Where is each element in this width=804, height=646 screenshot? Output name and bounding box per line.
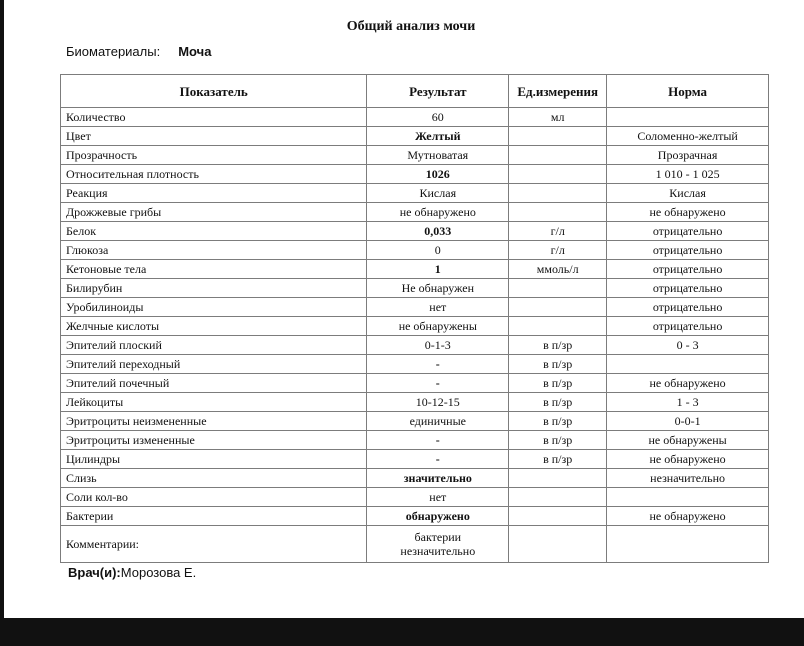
table-row xyxy=(61,165,769,184)
row-result: 0 xyxy=(367,241,509,260)
row-norm: 0-0-1 xyxy=(607,412,769,431)
biomaterial-label: Биоматериалы: xyxy=(66,44,161,59)
row-name: Кетоновые тела xyxy=(61,260,367,279)
row-name: Эпителий плоский xyxy=(61,336,367,355)
row-unit: в п/зр xyxy=(509,374,607,393)
table-row xyxy=(61,412,769,431)
comment-row xyxy=(61,526,769,563)
table-row xyxy=(61,241,769,260)
row-unit xyxy=(509,127,607,146)
row-unit: в п/зр xyxy=(509,412,607,431)
row-result: Мутноватая xyxy=(367,146,509,165)
row-unit xyxy=(509,317,607,336)
row-norm: отрицательно xyxy=(607,298,769,317)
comment-label: Комментарии: xyxy=(61,526,367,563)
row-unit xyxy=(509,469,607,488)
comment-text xyxy=(367,526,509,563)
row-unit: в п/зр xyxy=(509,393,607,412)
row-name: Лейкоциты xyxy=(61,393,367,412)
row-result: - xyxy=(367,355,509,374)
table-row xyxy=(61,450,769,469)
row-unit xyxy=(509,298,607,317)
comment-unit-empty xyxy=(509,526,607,563)
row-name: Билирубин xyxy=(61,279,367,298)
row-name: Относительная плотность xyxy=(61,165,367,184)
table-row xyxy=(61,222,769,241)
row-unit: ммоль/л xyxy=(509,260,607,279)
row-unit: в п/зр xyxy=(509,355,607,374)
row-name: Уробилиноиды xyxy=(61,298,367,317)
row-name: Дрожжевые грибы xyxy=(61,203,367,222)
row-norm: не обнаружено xyxy=(607,507,769,526)
row-name: Количество xyxy=(61,108,367,127)
table-row xyxy=(61,203,769,222)
row-name: Реакция xyxy=(61,184,367,203)
row-name: Белок xyxy=(61,222,367,241)
row-result: - xyxy=(367,431,509,450)
table-row xyxy=(61,431,769,450)
row-unit xyxy=(509,165,607,184)
row-name: Соли кол-во xyxy=(61,488,367,507)
row-norm xyxy=(607,355,769,374)
table-row xyxy=(61,355,769,374)
row-norm: не обнаружено xyxy=(607,450,769,469)
row-norm: отрицательно xyxy=(607,260,769,279)
row-norm: 1 010 - 1 025 xyxy=(607,165,769,184)
window-bottom-bar xyxy=(0,618,804,646)
row-result: 0-1-3 xyxy=(367,336,509,355)
table-row xyxy=(61,488,769,507)
doctor-name: Морозова Е. xyxy=(120,565,197,580)
row-name: Слизь xyxy=(61,469,367,488)
comment-line-2: незначительно xyxy=(400,544,476,558)
row-norm xyxy=(607,108,769,127)
table-row xyxy=(61,507,769,526)
row-unit: в п/зр xyxy=(509,336,607,355)
row-norm: не обнаружено xyxy=(607,203,769,222)
table-row xyxy=(61,184,769,203)
table-row xyxy=(61,374,769,393)
row-name: Цилиндры xyxy=(61,450,367,469)
row-name: Глюкоза xyxy=(61,241,367,260)
row-name: Цвет xyxy=(61,127,367,146)
header-indicator: Показатель xyxy=(61,75,367,108)
row-norm: Прозрачная xyxy=(607,146,769,165)
table-row xyxy=(61,260,769,279)
header-unit: Ед.измерения xyxy=(509,75,607,108)
table-row xyxy=(61,317,769,336)
row-name: Эпителий переходный xyxy=(61,355,367,374)
row-norm: отрицательно xyxy=(607,222,769,241)
row-norm: Кислая xyxy=(607,184,769,203)
row-unit: мл xyxy=(509,108,607,127)
row-result: значительно xyxy=(367,469,509,488)
row-unit xyxy=(509,279,607,298)
table-row xyxy=(61,336,769,355)
table-row xyxy=(61,469,769,488)
row-unit xyxy=(509,203,607,222)
row-result: - xyxy=(367,450,509,469)
comment-line-1: бактерии xyxy=(414,530,462,544)
table-row xyxy=(61,298,769,317)
biomaterial-value: Моча xyxy=(178,44,212,59)
row-unit: в п/зр xyxy=(509,431,607,450)
row-unit: г/л xyxy=(509,241,607,260)
comment-norm-empty xyxy=(607,526,769,563)
row-name: Эритроциты неизмененные xyxy=(61,412,367,431)
row-result: 1026 xyxy=(367,165,509,184)
header-result: Результат xyxy=(367,75,509,108)
row-name: Прозрачность xyxy=(61,146,367,165)
row-result: обнаружено xyxy=(367,507,509,526)
row-norm: не обнаружено xyxy=(607,374,769,393)
page-title: Общий анализ мочи xyxy=(346,19,476,34)
row-result: нет xyxy=(367,298,509,317)
row-norm: отрицательно xyxy=(607,279,769,298)
row-unit xyxy=(509,146,607,165)
row-result: нет xyxy=(367,488,509,507)
row-result: 0,033 xyxy=(367,222,509,241)
row-unit: г/л xyxy=(509,222,607,241)
row-result: Желтый xyxy=(367,127,509,146)
row-result: не обнаружены xyxy=(367,317,509,336)
row-norm: не обнаружены xyxy=(607,431,769,450)
row-name: Бактерии xyxy=(61,507,367,526)
row-name: Желчные кислоты xyxy=(61,317,367,336)
row-norm: отрицательно xyxy=(607,317,769,336)
row-result: 60 xyxy=(367,108,509,127)
row-result: единичные xyxy=(367,412,509,431)
row-name: Эритроциты измененные xyxy=(61,431,367,450)
table-row xyxy=(61,393,769,412)
doctor-label: Врач(и): xyxy=(68,565,121,580)
row-norm: 1 - 3 xyxy=(607,393,769,412)
table-header-row xyxy=(61,75,769,108)
table-row xyxy=(61,127,769,146)
row-unit xyxy=(509,488,607,507)
row-result: 10-12-15 xyxy=(367,393,509,412)
table-row xyxy=(61,108,769,127)
table-row xyxy=(61,146,769,165)
header-norm: Норма xyxy=(607,75,769,108)
row-unit xyxy=(509,507,607,526)
row-result: Не обнаружен xyxy=(367,279,509,298)
row-unit xyxy=(509,184,607,203)
window-left-edge xyxy=(0,0,4,622)
row-result: Кислая xyxy=(367,184,509,203)
row-name: Эпителий почечный xyxy=(61,374,367,393)
row-norm: Соломенно-желтый xyxy=(607,127,769,146)
row-norm: незначительно xyxy=(607,469,769,488)
row-norm xyxy=(607,488,769,507)
table-row xyxy=(61,279,769,298)
doctor-line xyxy=(68,565,196,580)
row-result: не обнаружено xyxy=(367,203,509,222)
row-unit: в п/зр xyxy=(509,450,607,469)
row-norm: отрицательно xyxy=(607,241,769,260)
biomaterial-line xyxy=(66,44,211,59)
results-table xyxy=(60,74,769,563)
row-result: - xyxy=(367,374,509,393)
row-norm: 0 - 3 xyxy=(607,336,769,355)
row-result: 1 xyxy=(367,260,509,279)
